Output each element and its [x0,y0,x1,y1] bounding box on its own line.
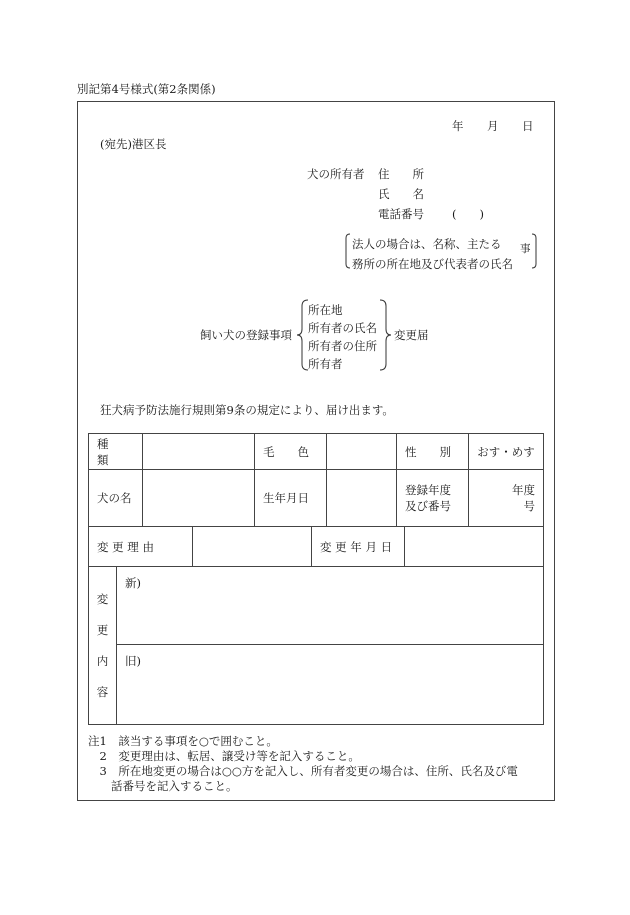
date-year-label: 年 [452,119,464,133]
new-label: 新) [125,576,141,590]
dog-name-label: 犬の名 [89,470,143,527]
content-label-char-1: 変 [96,591,109,606]
owner-label: 犬の所有者 [307,167,365,181]
note-3b: 話番号を記入すること。 [88,779,238,793]
old-content-cell[interactable] [117,645,544,725]
reg-label [397,470,469,527]
registration-right-brace [378,298,392,374]
coat-value[interactable] [327,434,397,470]
reg-number-label: 号 [523,499,535,513]
owner-address-label: 住 所 [378,167,424,181]
reg-label-line2: 及び番号 [405,499,451,513]
registration-item-location: 所在地 [308,303,343,317]
birth-label: 生年月日 [255,470,327,527]
content-label-char-2: 更 [96,622,109,637]
reg-value[interactable] [469,470,544,527]
sex-label: 性 別 [397,434,469,470]
registration-item-owner-name: 所有者の氏名 [308,321,377,335]
note-1: 注1 該当する事項を○で囲むこと。 [88,734,278,748]
new-content-cell[interactable] [117,567,544,645]
registration-table [88,433,544,725]
note-2: 2 変更理由は、転居、譲受け等を記入すること。 [88,749,360,763]
reason-label: 変 更 理 由 [89,527,193,567]
corporate-note-line1: 法人の場合は、名称、主たる [352,237,502,251]
owner-phone-paren: ( ) [452,207,484,221]
content-label-char-4: 容 [96,684,109,699]
reg-label-line1: 登録年度 [405,483,451,497]
date-month-label: 月 [487,119,499,133]
registration-label: 飼い犬の登録事項 [200,328,292,342]
owner-phone-label: 電話番号 [378,207,424,221]
type-label: 種 類 [89,434,143,470]
reg-year-label: 年度 [512,483,535,497]
statement: 狂犬病予防法施行規則第9条の規定により、届け出ます。 [100,403,394,417]
note-3a: 3 所在地変更の場合は○○方を記入し、所有者変更の場合は、住所、氏名及び電 [88,764,518,778]
corporate-note-line2: 務所の所在地及び代表者の氏名 [352,257,513,271]
sex-value[interactable]: おす・めす [469,434,544,470]
addressee: (宛先)港区長 [100,137,167,151]
registration-item-owner: 所有者 [308,357,343,371]
coat-label: 毛 色 [255,434,327,470]
content-label [89,567,117,725]
birth-value[interactable] [327,470,397,527]
date-day-label: 日 [522,119,534,133]
corporate-note-side: 事 [520,243,531,255]
registration-suffix: 変更届 [394,328,429,342]
content-label-char-3: 内 [96,653,109,668]
dog-name-value[interactable] [143,470,255,527]
registration-item-owner-address: 所有者の住所 [308,339,377,353]
old-label: 旧) [125,654,141,668]
type-value[interactable] [143,434,255,470]
form-title: 別記第4号様式(第2条関係) [77,82,216,96]
notes [88,734,518,794]
owner-name-label: 氏 名 [378,187,424,201]
change-date-value[interactable] [405,527,544,567]
change-date-label: 変 更 年 月 日 [312,527,405,567]
reason-value[interactable] [193,527,312,567]
